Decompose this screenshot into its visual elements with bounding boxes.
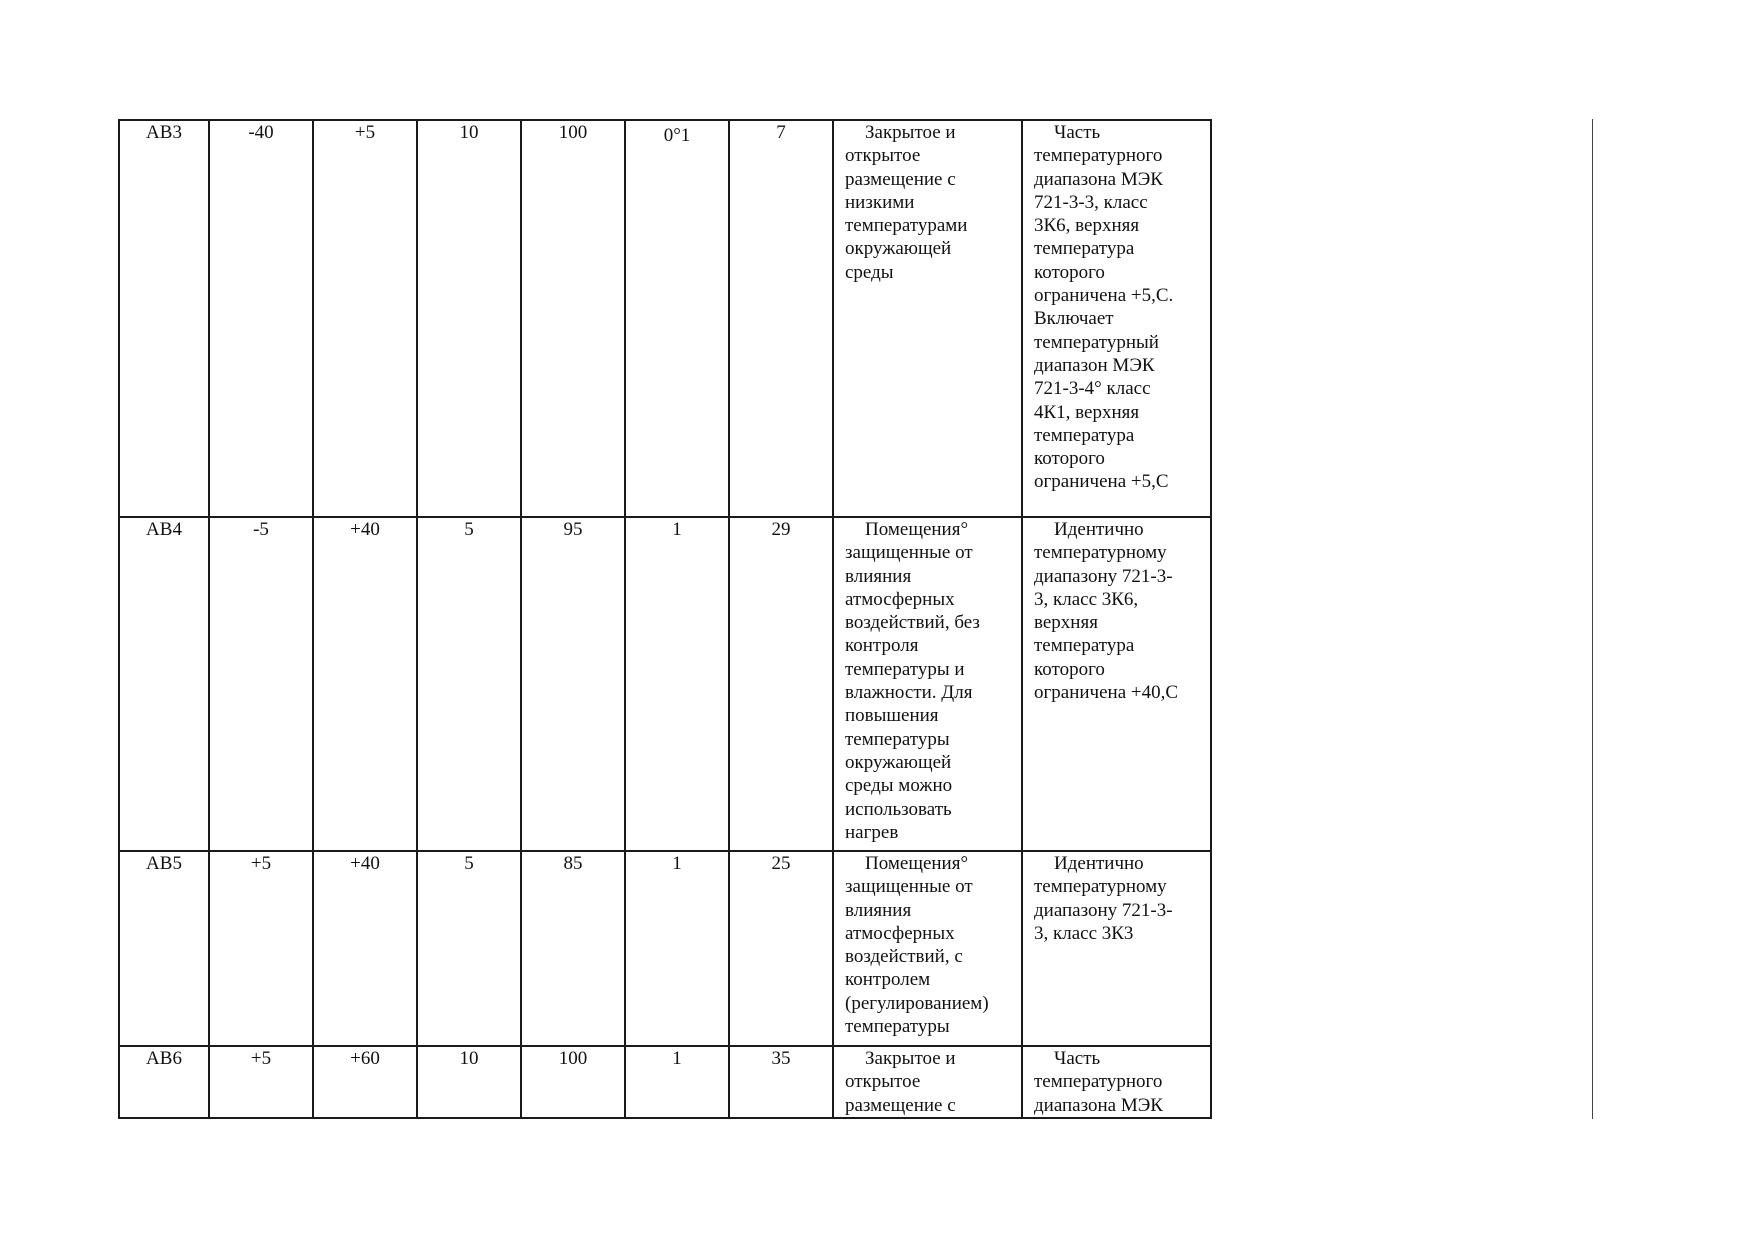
description-text: Закрытое и открытое размещение с низкими температурами окружающей среды: [845, 122, 968, 283]
note-cell: [1022, 1046, 1211, 1118]
note-cell: [1022, 120, 1211, 517]
temp-min-cell: -5: [209, 517, 313, 851]
abs-humidity-max-cell: 29: [729, 517, 833, 851]
humidity-min-cell: 10: [417, 1046, 521, 1118]
humidity-max-cell: 85: [521, 851, 625, 1046]
temp-max-cell: +40: [313, 851, 417, 1046]
abs-humidity-min-cell: 1: [625, 1046, 729, 1118]
table-row: [119, 1046, 1211, 1118]
abs-humidity-max-cell: 7: [729, 120, 833, 517]
temp-max-cell: +40: [313, 517, 417, 851]
abs-humidity-min-cell: 0°1: [625, 120, 729, 517]
description-text: Помещения° защищенные от влияния атмосферных воздействий, с контролем (регулированием) температуры: [845, 853, 989, 1038]
note-text: Часть температурного диапазона МЭК: [1034, 1048, 1163, 1116]
abs-humidity-min-cell: 1: [625, 517, 729, 851]
description-cell: [833, 517, 1022, 851]
humidity-min-cell: 10: [417, 120, 521, 517]
note-cell: [1022, 851, 1211, 1046]
humidity-max-cell: 100: [521, 120, 625, 517]
note-text: Идентично температурному диапазону 721-3- 3, класс 3К3: [1034, 853, 1173, 944]
class-code-cell: АВ6: [119, 1046, 209, 1118]
temp-max-cell: +60: [313, 1046, 417, 1118]
temp-min-cell: +5: [209, 1046, 313, 1118]
abs-humidity-max-cell: 25: [729, 851, 833, 1046]
humidity-max-cell: 100: [521, 1046, 625, 1118]
description-cell: [833, 120, 1022, 517]
note-cell: [1022, 517, 1211, 851]
class-code-cell: АВ3: [119, 120, 209, 517]
description-cell: [833, 851, 1022, 1046]
page-margin-line: [1592, 119, 1593, 1119]
table-row: [119, 851, 1211, 1046]
temp-min-cell: +5: [209, 851, 313, 1046]
note-text: Идентично температурному диапазону 721-3- 3, класс 3К6, верхняя температура которого ограничена +40,С: [1034, 519, 1179, 704]
climate-conditions-table: [118, 119, 1212, 1119]
temp-min-cell: -40: [209, 120, 313, 517]
class-code-cell: АВ5: [119, 851, 209, 1046]
description-text: Закрытое и открытое размещение с: [845, 1048, 956, 1116]
table-row: [119, 517, 1211, 851]
description-text: Помещения° защищенные от влияния атмосферных воздействий, без контроля температуры и влажности. Для повышения температуры окружающей среды можно использовать нагрев: [845, 519, 980, 843]
class-code-cell: АВ4: [119, 517, 209, 851]
abs-humidity-min-cell: 1: [625, 851, 729, 1046]
humidity-min-cell: 5: [417, 517, 521, 851]
humidity-min-cell: 5: [417, 851, 521, 1046]
temp-max-cell: +5: [313, 120, 417, 517]
note-text: Часть температурного диапазона МЭК 721-3-3, класс 3К6, верхняя температура которого ограничена +5,С. Включает температурный диапазон МЭК 721-3-4° класс 4К1, верхняя температура которого ограничена +5,С: [1034, 122, 1174, 493]
abs-humidity-max-cell: 35: [729, 1046, 833, 1118]
description-cell: [833, 1046, 1022, 1118]
humidity-max-cell: 95: [521, 517, 625, 851]
table-row: [119, 120, 1211, 517]
